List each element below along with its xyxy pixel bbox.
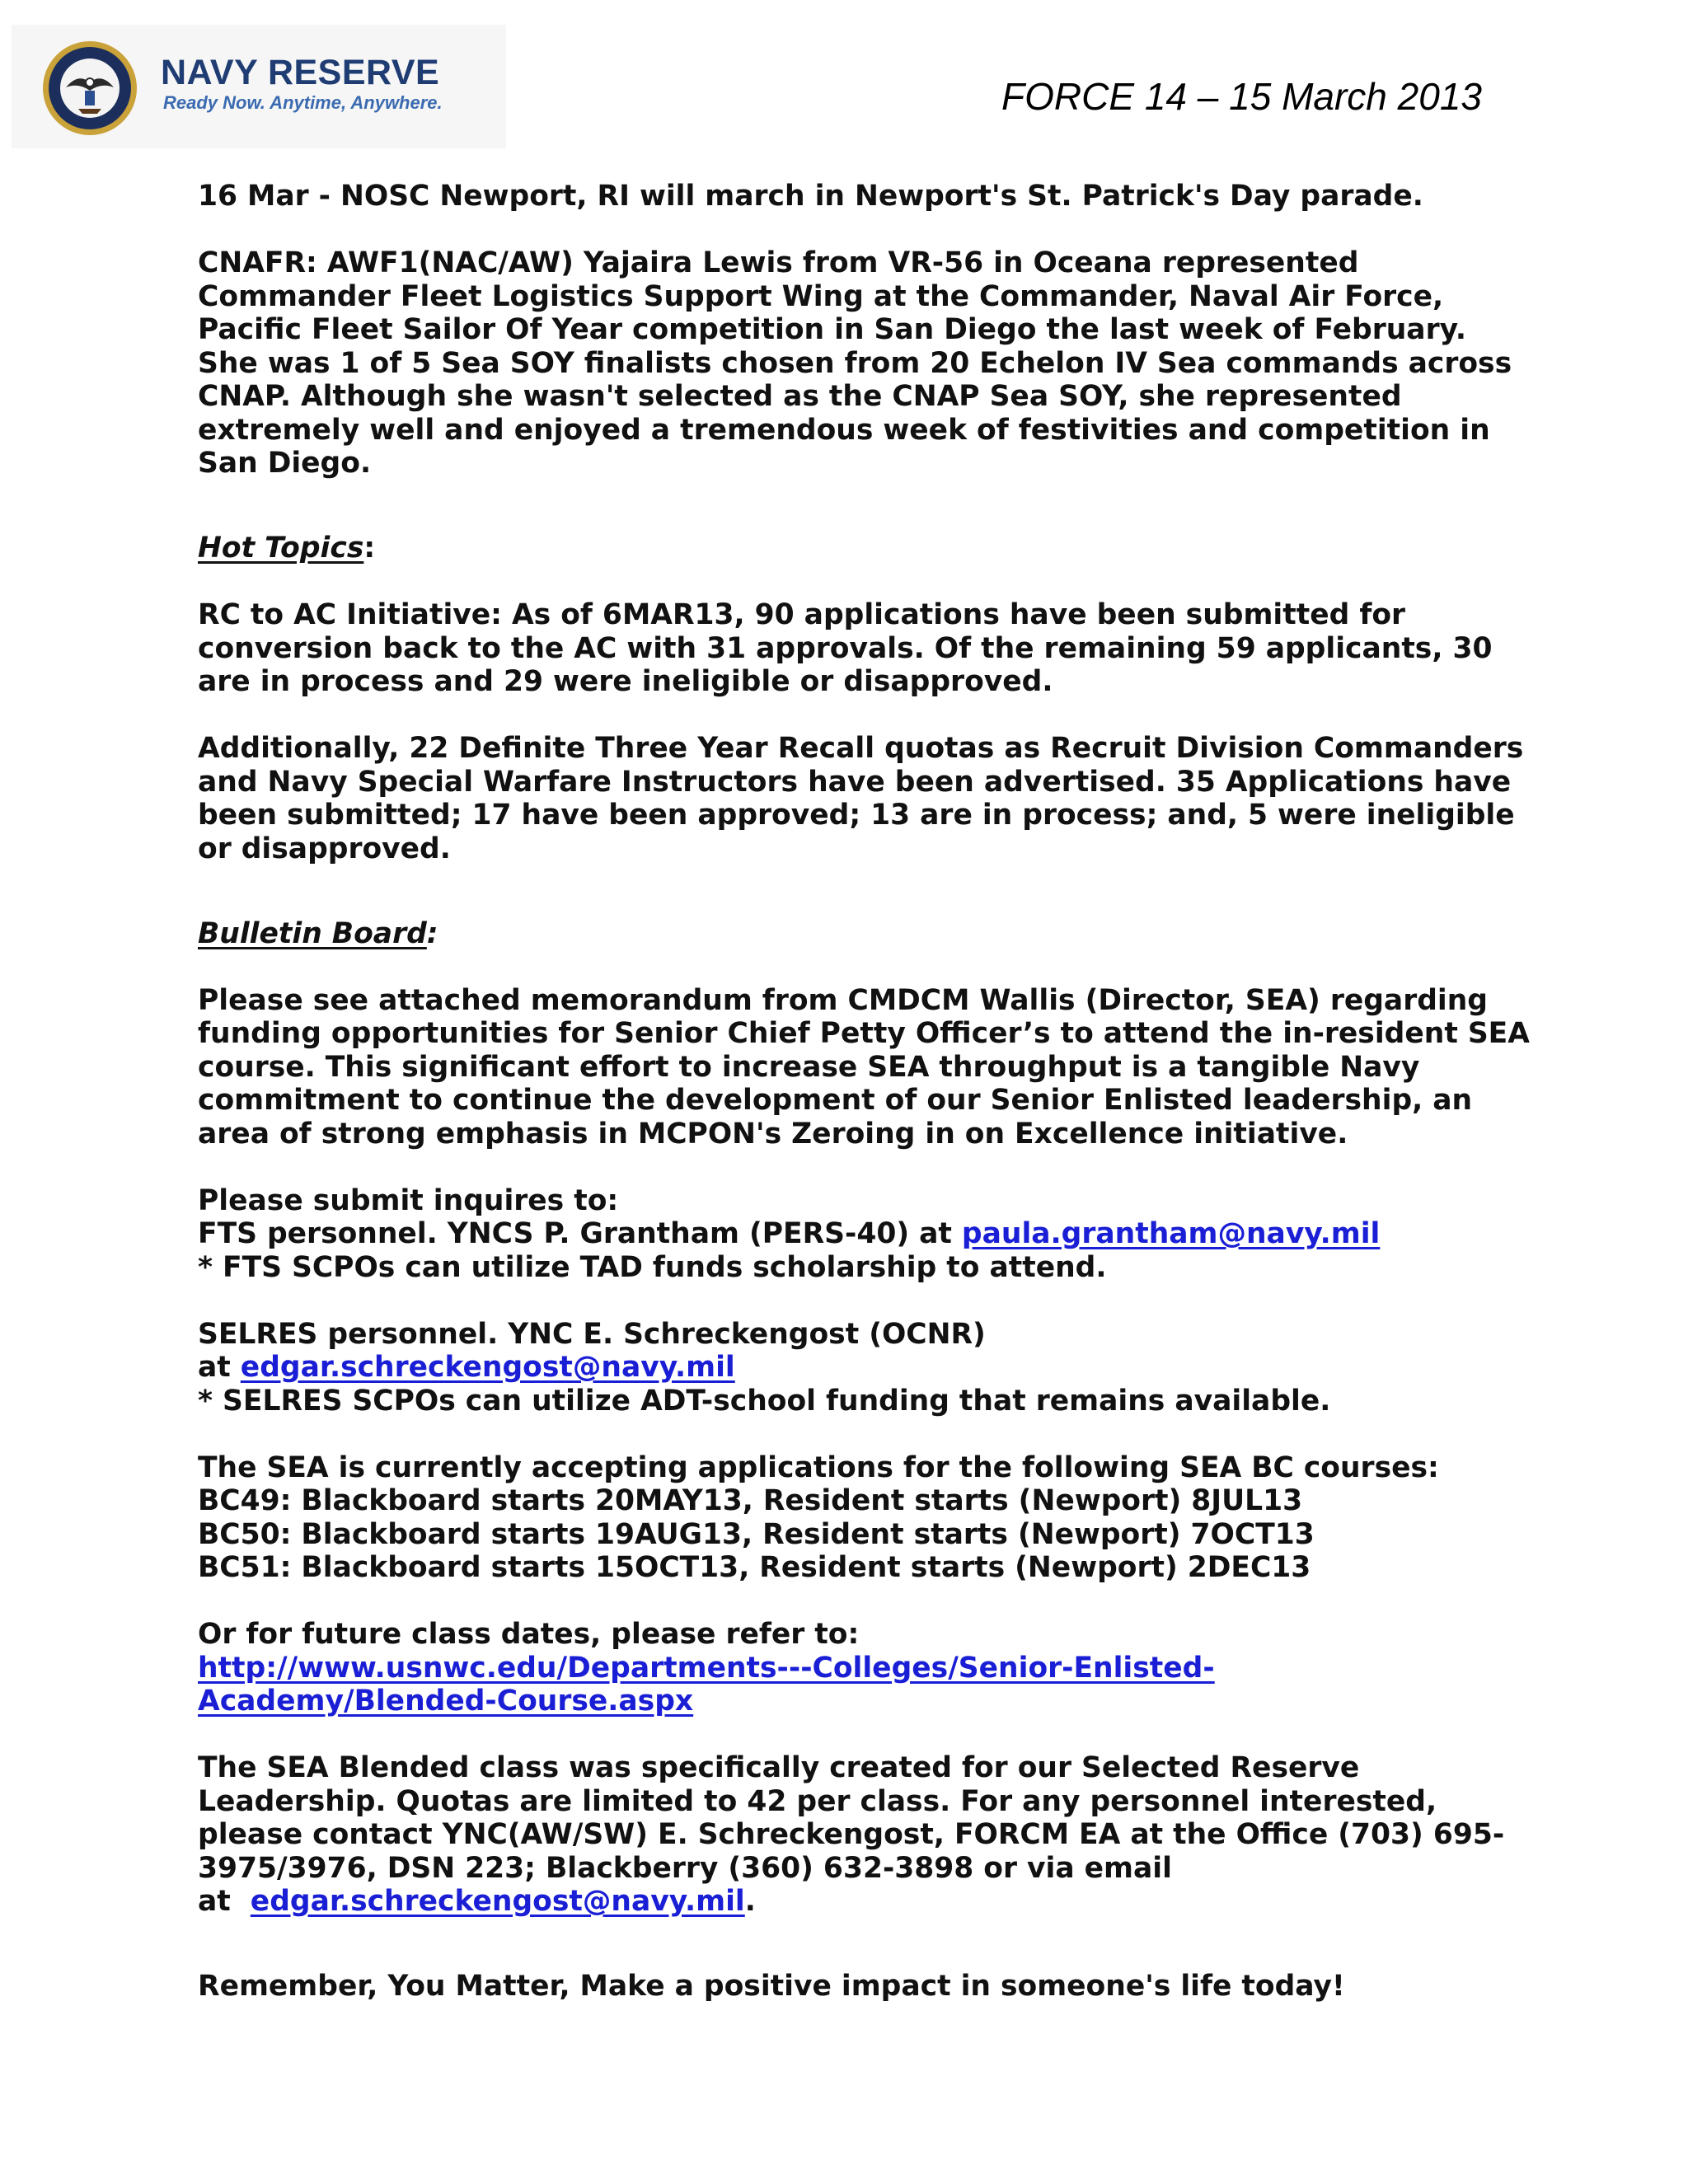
- memo-line: Please see attached memorandum from CMDCM Wallis (Director, SEA) regarding: [198, 983, 1488, 1017]
- recall-line: or disapproved.: [198, 832, 451, 865]
- future-url-link-continued[interactable]: Academy/Blended-Course.aspx: [198, 1685, 694, 1718]
- brand-name: NAVY RESERVE: [161, 53, 440, 92]
- cnafr-line: Commander Fleet Logistics Support Wing at the Commander, Naval Air Force,: [198, 279, 1444, 313]
- inquiries-intro: Please submit inquires to:: [198, 1183, 619, 1217]
- cnafr-line: San Diego.: [198, 447, 372, 480]
- course-line: BC49: Blackboard starts 20MAY13, Resident starts (Newport) 8JUL13: [198, 1484, 1303, 1517]
- memo-paragraph: [198, 983, 1530, 1151]
- memo-line: course. This significant effort to increase SEA throughput is a tangible Navy: [198, 1050, 1420, 1084]
- inquiries-paragraph: [198, 1184, 1508, 1285]
- rc-ac-line: are in process and 29 were ineligible or disapproved.: [198, 665, 1053, 698]
- memo-line: area of strong emphasis in MCPON's Zeroing in on Excellence initiative.: [198, 1117, 1348, 1151]
- course-line: BC51: Blackboard starts 15OCT13, Resident starts (Newport) 2DEC13: [198, 1551, 1311, 1584]
- bulletin-board-title: Bulletin Board: [198, 916, 427, 950]
- recall-line: Additionally, 22 Definite Three Year Recall quotas as Recruit Division Commanders: [198, 732, 1524, 765]
- recall-paragraph: [198, 732, 1524, 865]
- courses-paragraph: [198, 1451, 1508, 1585]
- blended-email-link[interactable]: edgar.schreckengost@navy.mil: [250, 1885, 745, 1918]
- recall-line: been submitted; 17 have been approved; 13 are in process; and, 5 were ineligible: [198, 799, 1515, 832]
- memo-line: commitment to continue the development of our Senior Enlisted leadership, an: [198, 1084, 1473, 1117]
- cnafr-line: Pacific Fleet Sailor Of Year competition in San Diego the last week of February.: [198, 313, 1467, 346]
- recall-line: and Navy Special Warfare Instructors have been advertised. 35 Applications have: [198, 765, 1512, 799]
- bulletin-heading: Bulletin Board:: [198, 916, 438, 950]
- fts-email-link[interactable]: paula.grantham@navy.mil: [961, 1217, 1381, 1250]
- selres-note: * SELRES SCPOs can utilize ADT-school funding that remains available.: [198, 1384, 1331, 1418]
- blended-at: at: [198, 1885, 251, 1918]
- fts-contact: FTS personnel. YNCS P. Grantham (PERS-40) at: [198, 1217, 962, 1250]
- course-line: BC50: Blackboard starts 19AUG13, Resident starts (Newport) 7OCT13: [198, 1517, 1315, 1551]
- intro-paragraph: [198, 180, 1508, 213]
- selres-contact: SELRES personnel. YNC E. Schreckengost (OCNR): [198, 1317, 986, 1351]
- future-paragraph: [198, 1618, 1508, 1718]
- selres-email-link[interactable]: edgar.schreckengost@navy.mil: [240, 1351, 735, 1384]
- fts-note: * FTS SCPOs can utilize TAD funds scholarship to attend.: [198, 1250, 1107, 1284]
- blended-line: The SEA Blended class was specifically created for our Selected Reserve: [198, 1751, 1360, 1784]
- cnafr-paragraph: [198, 246, 1512, 480]
- navy-seal-icon: [41, 40, 138, 137]
- cnafr-line: CNAP. Although she wasn't selected as the CNAP Sea SOY, she represented: [198, 380, 1402, 413]
- closing-paragraph: [198, 1970, 1508, 2004]
- document-title: FORCE 14 – 15 March 2013: [1001, 75, 1482, 118]
- memo-line: funding opportunities for Senior Chief Petty Officer’s to attend the in-resident SEA: [198, 1017, 1530, 1050]
- selres-paragraph: [198, 1318, 1508, 1418]
- future-intro: Or for future class dates, please refer to:: [198, 1618, 860, 1651]
- blended-line: Leadership. Quotas are limited to 42 per class. For any personnel interested,: [198, 1784, 1437, 1818]
- selres-at: at: [198, 1351, 241, 1384]
- cnafr-line: She was 1 of 5 Sea SOY finalists chosen from 20 Echelon IV Sea commands across: [198, 346, 1512, 380]
- document-body: [198, 180, 1530, 2036]
- blended-paragraph: [198, 1751, 1508, 1919]
- blended-line: 3975/3976, DSN 223; Blackberry (360) 632-3898 or via email: [198, 1851, 1172, 1885]
- intro-line: 16 Mar - NOSC Newport, RI will march in Newport's St. Patrick's Day parade.: [198, 180, 1423, 213]
- rc-ac-paragraph: [198, 598, 1508, 699]
- blended-end: .: [744, 1885, 756, 1918]
- future-url-link[interactable]: http://www.usnwc.edu/Departments---Colleges/Senior-Enlisted-: [198, 1651, 1215, 1685]
- rc-ac-line: RC to AC Initiative: As of 6MAR13, 90 applications have been submitted for: [198, 598, 1406, 631]
- hot-topics-title: Hot Topics: [198, 532, 364, 565]
- brand-tagline: Ready Now. Anytime, Anywhere.: [163, 92, 443, 113]
- rc-ac-line: conversion back to the AC with 31 approvals. Of the remaining 59 applicants, 30: [198, 631, 1493, 665]
- hot-topics-heading: Hot Topics:: [198, 532, 376, 565]
- cnafr-line: CNAFR: AWF1(NAC/AW) Yajaira Lewis from VR-56 in Oceana represented: [198, 246, 1359, 279]
- courses-intro: The SEA is currently accepting applications for the following SEA BC courses:: [198, 1451, 1439, 1484]
- cnafr-line: extremely well and enjoyed a tremendous week of festivities and competition in: [198, 413, 1490, 447]
- blended-line: please contact YNC(AW/SW) E. Schreckengost, FORCM EA at the Office (703) 695-: [198, 1818, 1505, 1851]
- closing-line: Remember, You Matter, Make a positive impact in someone's life today!: [198, 1970, 1345, 2003]
